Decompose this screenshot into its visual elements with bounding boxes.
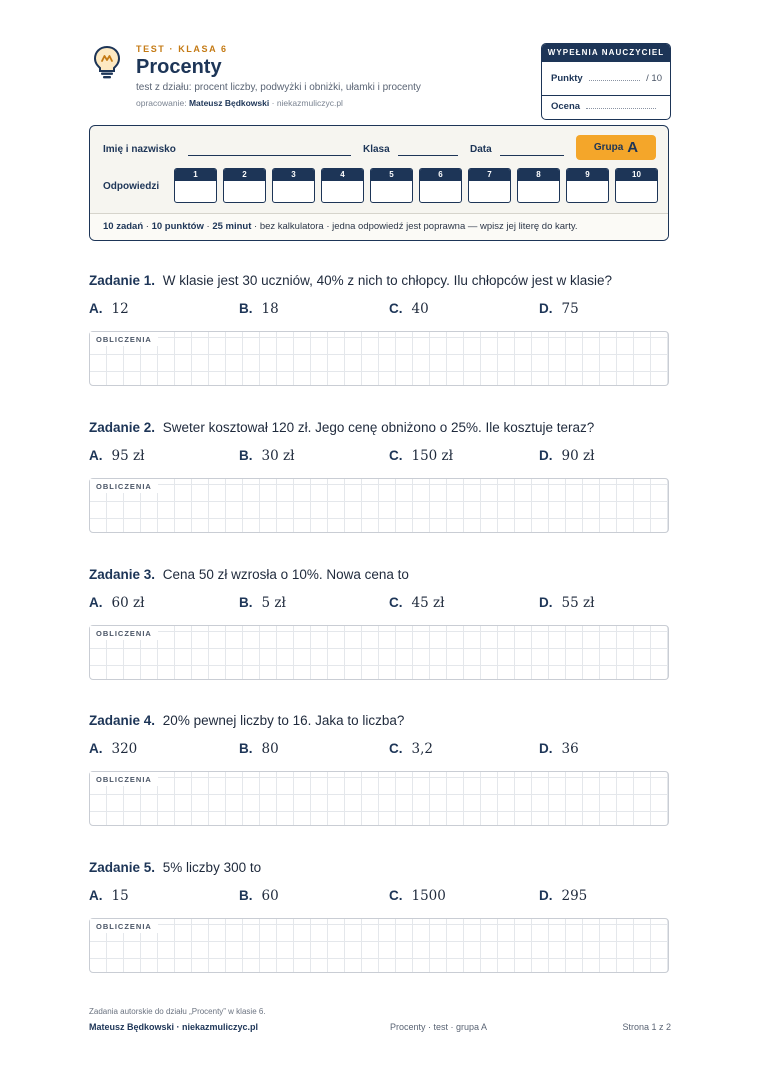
calculation-area[interactable] — [89, 771, 669, 826]
option-letter: A. — [89, 301, 103, 316]
info-tasks: 10 zadań — [103, 221, 144, 232]
option-b — [239, 741, 279, 757]
info-separator: · — [145, 221, 149, 232]
calc-label: OBLICZENIA — [90, 919, 158, 933]
option-letter: B. — [239, 595, 253, 610]
answer-boxes — [174, 168, 658, 203]
task-question — [89, 273, 669, 295]
task-question — [89, 567, 669, 589]
group-label: Grupa — [593, 142, 624, 153]
calculation-area[interactable] — [89, 918, 669, 973]
option-d — [539, 448, 594, 464]
option-value: 95 zł — [111, 448, 145, 464]
answer-box-3[interactable] — [272, 168, 315, 203]
name-label: Imię i nazwisko — [103, 144, 176, 155]
name-field[interactable] — [188, 155, 351, 156]
points-max: / 10 — [646, 73, 662, 84]
option-letter: D. — [539, 595, 553, 610]
points-label: Punkty — [551, 73, 583, 84]
info-rest: · bez kalkulatora · jedna odpowiedź jest poprawna — wpisz jej literę do karty. — [254, 221, 578, 232]
grade-row — [551, 101, 662, 112]
option-letter: C. — [389, 448, 403, 463]
calc-label: OBLICZENIA — [90, 626, 158, 640]
answer-box-5[interactable] — [370, 168, 413, 203]
option-letter: C. — [389, 888, 403, 903]
page-title: Procenty — [136, 56, 222, 78]
answer-number: 2 — [224, 169, 265, 181]
byline — [136, 98, 343, 108]
option-letter: B. — [239, 301, 253, 316]
answer-number: 3 — [273, 169, 314, 181]
answer-box-10[interactable] — [615, 168, 658, 203]
option-value: 5 zł — [261, 595, 286, 611]
task-text: W klasie jest 30 uczniów, 40% z nich to chłopcy. Ilu chłopców jest w klasie? — [162, 273, 613, 288]
page-number: Strona 1 z 2 — [622, 1022, 671, 1032]
option-value: 40 — [411, 301, 429, 317]
option-letter: B. — [239, 741, 253, 756]
footer-note: Zadania autorskie do działu „Procenty” w klasie 6. — [89, 1007, 266, 1016]
grade-field[interactable] — [586, 108, 656, 109]
option-letter: B. — [239, 448, 253, 463]
option-letter: C. — [389, 741, 403, 756]
task-options — [89, 301, 669, 331]
task-2 — [89, 420, 669, 533]
option-value: 60 zł — [111, 595, 145, 611]
points-row — [551, 73, 662, 84]
option-value: 60 — [261, 888, 279, 904]
option-letter: D. — [539, 301, 553, 316]
test-info — [90, 213, 668, 240]
footer-author: Mateusz Będkowski · niekazmuliczyc.pl — [89, 1022, 259, 1032]
task-5 — [89, 860, 669, 973]
teacher-box-heading: WYPEŁNIA NAUCZYCIEL — [542, 44, 670, 62]
byline-suffix: · niekazmuliczyc.pl — [271, 98, 343, 108]
option-value: 80 — [261, 741, 279, 757]
option-a — [89, 448, 144, 464]
option-b — [239, 301, 279, 317]
option-letter: C. — [389, 301, 403, 316]
date-label: Data — [470, 144, 492, 155]
answer-number: 8 — [518, 169, 559, 181]
answer-number: 1 — [175, 169, 216, 181]
page-subtitle: test z działu: procent liczby, podwyżki i obniżki, ułamki i procenty — [136, 82, 421, 93]
answer-number: 9 — [567, 169, 608, 181]
option-value: 45 zł — [411, 595, 445, 611]
option-d — [539, 595, 594, 611]
calculation-area[interactable] — [89, 331, 669, 386]
answer-number: 4 — [322, 169, 363, 181]
option-d — [539, 741, 579, 757]
option-value: 1500 — [411, 888, 446, 904]
option-value: 320 — [111, 741, 138, 757]
option-value: 15 — [111, 888, 129, 904]
calc-label: OBLICZENIA — [90, 332, 158, 346]
task-options — [89, 595, 669, 625]
option-value: 3,2 — [411, 741, 433, 757]
option-letter: B. — [239, 888, 253, 903]
task-3 — [89, 567, 669, 680]
option-value: 90 zł — [561, 448, 595, 464]
info-time: 25 minut — [212, 221, 252, 232]
option-letter: A. — [89, 741, 103, 756]
option-value: 12 — [111, 301, 129, 317]
option-value: 36 — [561, 741, 579, 757]
option-value: 150 zł — [411, 448, 454, 464]
answer-box-9[interactable] — [566, 168, 609, 203]
answer-box-6[interactable] — [419, 168, 462, 203]
calc-label: OBLICZENIA — [90, 772, 158, 786]
answer-card — [89, 125, 669, 241]
option-a — [89, 888, 129, 904]
answer-box-1[interactable] — [174, 168, 217, 203]
class-field[interactable] — [398, 155, 458, 156]
info-separator: · — [206, 221, 210, 232]
option-value: 75 — [561, 301, 579, 317]
task-question — [89, 860, 669, 882]
answer-box-2[interactable] — [223, 168, 266, 203]
footer-doc-info: Procenty · test · grupa A — [390, 1022, 488, 1032]
calc-label: OBLICZENIA — [90, 479, 158, 493]
option-letter: A. — [89, 888, 103, 903]
option-b — [239, 888, 279, 904]
calculation-area[interactable] — [89, 625, 669, 680]
option-letter: A. — [89, 448, 103, 463]
option-d — [539, 888, 587, 904]
option-value: 30 zł — [261, 448, 295, 464]
teacher-box-divider — [542, 95, 670, 96]
answer-number: 10 — [616, 169, 657, 181]
option-d — [539, 301, 579, 317]
task-number: Zadanie 1. — [89, 273, 156, 288]
option-c — [389, 448, 453, 464]
option-a — [89, 595, 144, 611]
option-c — [389, 595, 444, 611]
option-letter: C. — [389, 595, 403, 610]
test-kicker: TEST · KLASA 6 — [136, 44, 228, 54]
answers-label: Odpowiedzi — [103, 181, 160, 192]
teacher-box — [541, 43, 671, 120]
task-number: Zadanie 5. — [89, 860, 156, 875]
task-question — [89, 713, 669, 735]
option-b — [239, 448, 294, 464]
answer-box-4[interactable] — [321, 168, 364, 203]
option-letter: A. — [89, 595, 103, 610]
byline-author: Mateusz Będkowski — [188, 98, 270, 108]
points-field[interactable] — [589, 80, 640, 81]
byline-prefix: opracowanie: — [136, 98, 187, 108]
calculation-area[interactable] — [89, 478, 669, 533]
class-label: Klasa — [363, 144, 390, 155]
info-points: 10 punktów — [151, 221, 204, 232]
group-badge — [576, 135, 656, 160]
task-4 — [89, 713, 669, 826]
option-value: 295 — [561, 888, 588, 904]
task-text: Cena 50 zł wzrosła o 10%. Nowa cena to — [162, 567, 409, 582]
task-1 — [89, 273, 669, 386]
option-a — [89, 301, 129, 317]
task-number: Zadanie 3. — [89, 567, 156, 582]
option-c — [389, 301, 429, 317]
option-value: 18 — [261, 301, 279, 317]
answer-number: 5 — [371, 169, 412, 181]
option-b — [239, 595, 286, 611]
answer-box-8[interactable] — [517, 168, 560, 203]
grade-label: Ocena — [551, 101, 581, 112]
group-letter: A — [627, 139, 639, 156]
answer-number: 7 — [469, 169, 510, 181]
answer-number: 6 — [420, 169, 461, 181]
task-number: Zadanie 2. — [89, 420, 156, 435]
task-number: Zadanie 4. — [89, 713, 156, 728]
task-options — [89, 888, 669, 918]
task-text: Sweter kosztował 120 zł. Jego cenę obniżono o 25%. Ile kosztuje teraz? — [162, 420, 595, 435]
option-c — [389, 741, 433, 757]
option-value: 55 zł — [561, 595, 595, 611]
lightbulb-icon — [92, 45, 122, 79]
task-question — [89, 420, 669, 442]
option-letter: D. — [539, 448, 553, 463]
option-letter: D. — [539, 741, 553, 756]
task-text: 5% liczby 300 to — [162, 860, 262, 875]
task-options — [89, 448, 669, 478]
task-options — [89, 741, 669, 771]
option-letter: D. — [539, 888, 553, 903]
option-c — [389, 888, 446, 904]
task-text: 20% pewnej liczby to 16. Jaka to liczba? — [162, 713, 405, 728]
option-a — [89, 741, 137, 757]
date-field[interactable] — [500, 155, 564, 156]
answer-box-7[interactable] — [468, 168, 511, 203]
